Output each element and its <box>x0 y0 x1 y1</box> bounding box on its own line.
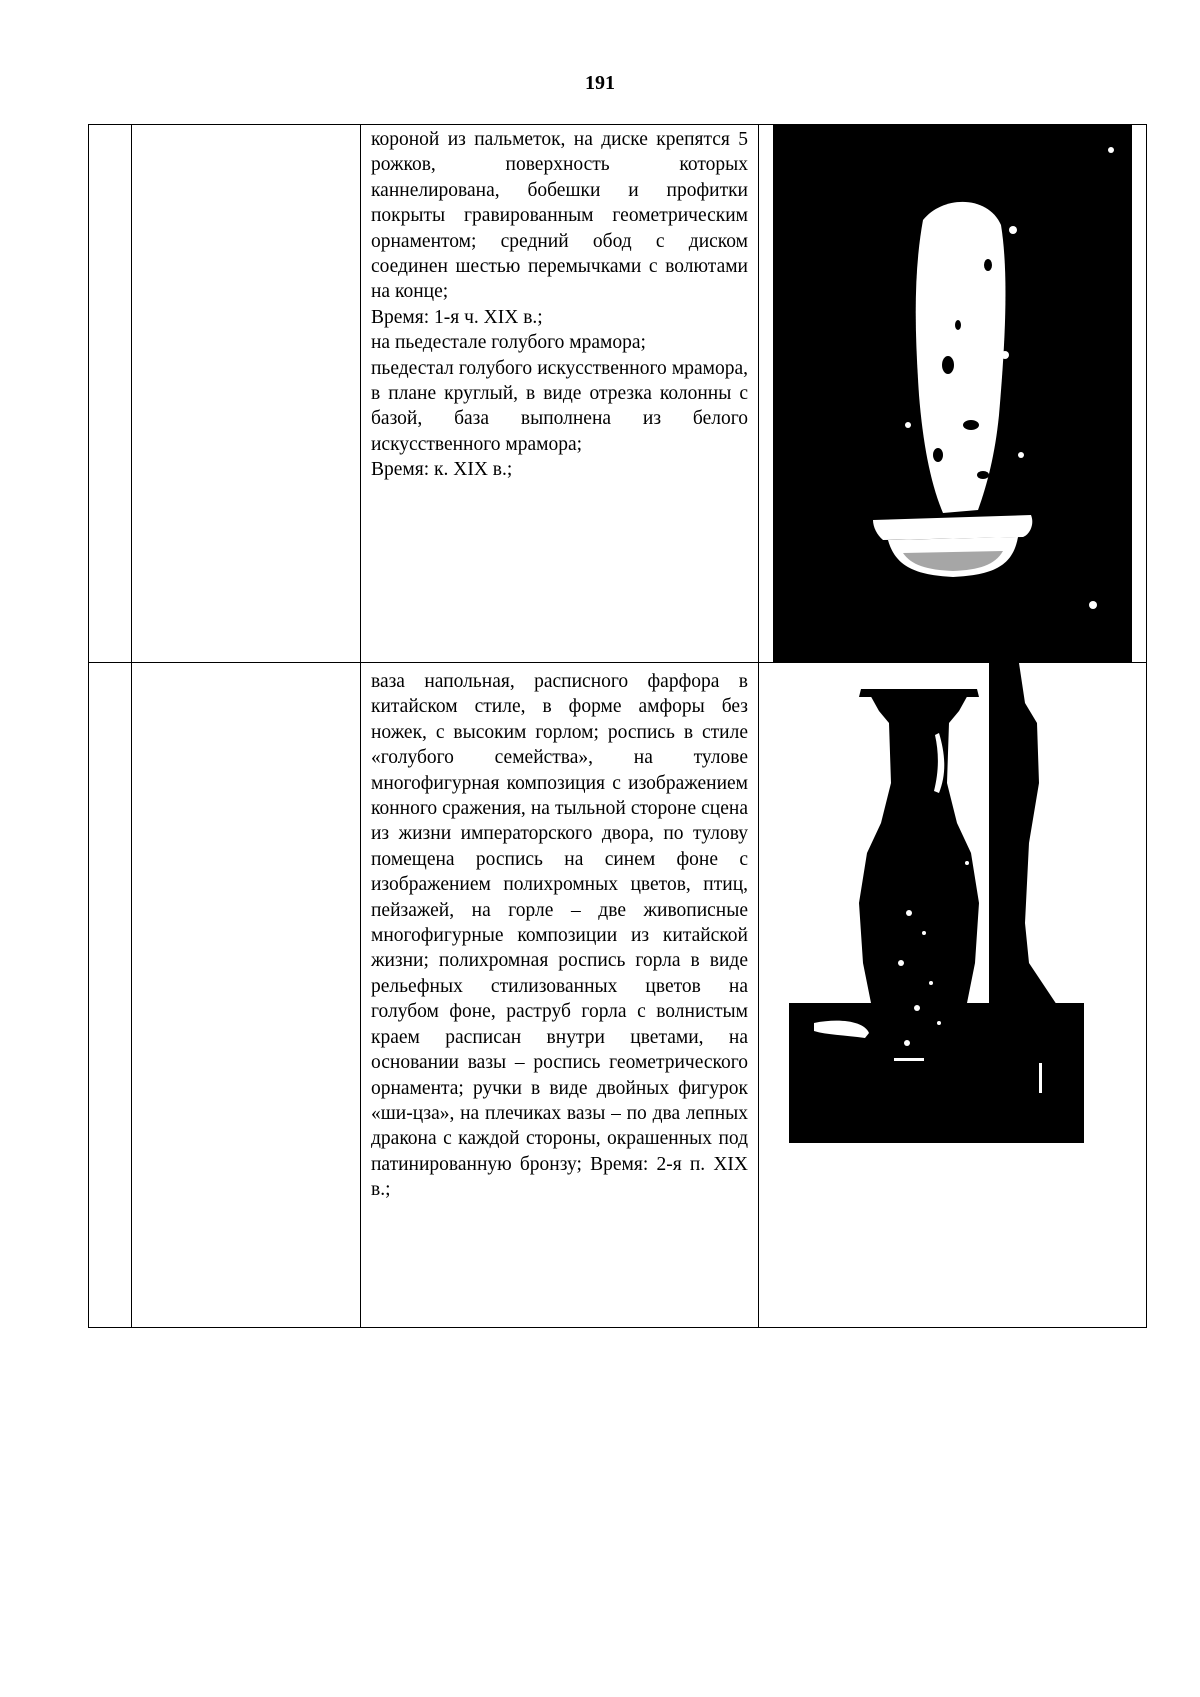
description-text: короной из пальметок, на диске крепятся 5 рожков, поверхность которых каннелирована, бобешки и профитки покрыты гравированным геометрическим орнаментом; средний обод с диском соединен шестью перемычками с волютами на конце; <box>371 129 748 303</box>
number-cell <box>89 663 132 1328</box>
photo-cell <box>759 125 1147 663</box>
number-cell <box>89 125 132 663</box>
candelabrum-photo <box>773 125 1132 662</box>
description-text: Время: 1-я ч. XIX в.; <box>371 306 543 328</box>
photo-cell <box>759 663 1147 1328</box>
vase-photo <box>789 663 1109 1143</box>
description-text: ваза напольная, расписного фарфора в китайском стиле, в форме амфоры без ножек, с высоким горлом; роспись в стиле «голубого семейства», на тулове многофигурная композиция с изображением конного сражения, на тыльной стороне сцена из жизни императорского двора, по тулову помещена роспись на синем фоне с изображением полихромных цветов, птиц, пейзажей, на горле – две живописные многофигурные композиции из китайской жизни; полихромная роспись горла в виде рельефных стилизованных цветов на голубом фоне, раструб горла с волнистым краем расписан внутри цветами, на основании вазы – роспись геометрического орнамента; ручки в виде двойных фигурок «ши-цза», на плечиках вазы – по два лепных дракона с каждой стороны, окрашенных под патинированную бронзу; Время: 2-я п. XIX в.; <box>371 671 748 1201</box>
page-number: 191 <box>585 72 615 94</box>
description-text: Время: к. XIX в.; <box>371 459 513 481</box>
description-cell <box>361 125 759 663</box>
table-row <box>89 125 1147 663</box>
catalog-table <box>88 124 1147 1328</box>
description-cell <box>361 663 759 1328</box>
description-text: на пьедестале голубого мрамора; <box>371 332 646 354</box>
name-cell <box>132 663 361 1328</box>
description-text: пьедестал голубого искусственного мрамора, в плане круглый, в виде отрезка колонны с базой, база выполнена из белого искусственного мрамора; <box>371 357 748 455</box>
name-cell <box>132 125 361 663</box>
table-row <box>89 663 1147 1328</box>
